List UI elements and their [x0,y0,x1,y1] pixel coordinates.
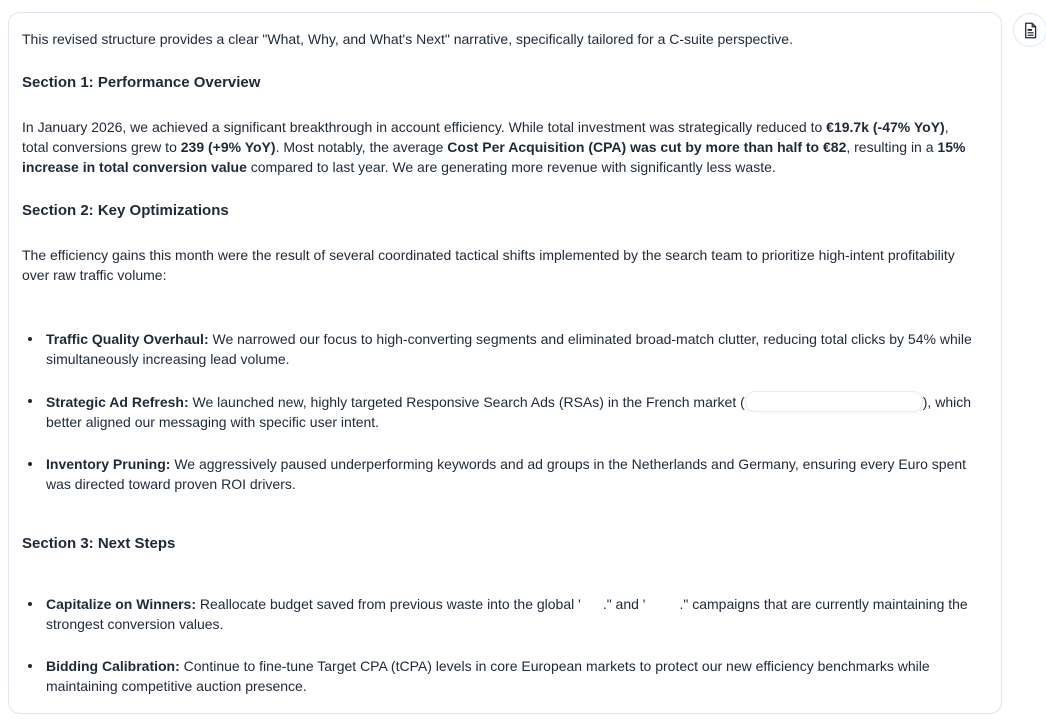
redacted-text [645,607,679,609]
paragraph [22,117,977,177]
bold-text: Cost Per Acquisition (CPA) was cut by more than half to €82 [447,139,847,155]
document-icon [1022,22,1039,39]
text-run: We narrowed our focus to high-converting segments and eliminated broad-match clutter, reducing total clicks by 54% while simultaneously increasing lead volume. [46,331,972,367]
bold-text: Inventory Pruning: [46,456,171,472]
text-run: This revised structure provides a clear "What, Why, and What's Next" narrative, specifically tailored for a C-suite perspective. [22,31,793,47]
text-run: ), which better aligned our messaging with specific user intent. [46,394,971,430]
section-heading: Section 3: Next Steps [22,535,176,552]
bullet-icon [22,656,46,696]
paragraph [22,245,977,285]
bold-text: 239 (+9% YoY) [180,139,276,155]
list-item-text [46,594,977,634]
text-run: . Most notably, the average [275,139,448,155]
list-item-text [46,656,977,696]
text-run: compared to last year. We are generating more revenue with significantly less waste. [246,159,776,175]
list-item-text [46,454,977,494]
text-run: Reallocate budget saved from previous waste into the global ' [196,596,581,612]
redacted-text [581,607,603,609]
bold-text: 15% increase in total conversion value [22,139,966,175]
text-run: Continue to fine-tune Target CPA (tCPA) levels in core European markets to protect our new efficiency benchmarks while maintaining competitive auction presence. [46,658,930,694]
redacted-text [745,391,923,412]
list-item [22,329,977,369]
bullet-list [22,594,977,696]
bullet-icon [22,329,46,369]
text-run: , total conversions grew to [22,119,949,155]
list-item-text [46,391,977,432]
text-run: , resulting in a [846,139,938,155]
bullet-icon [22,391,46,432]
list-item [22,391,977,432]
list-item [22,454,977,494]
bold-text: Capitalize on Winners: [46,596,197,612]
list-item [22,656,977,696]
bullet-list [22,329,977,494]
list-item [22,594,977,634]
bold-text: Traffic Quality Overhaul: [46,331,209,347]
text-run: We launched new, highly targeted Responsive Search Ads (RSAs) in the French market ( [188,394,745,410]
text-run: We aggressively paused underperforming keywords and ad groups in the Netherlands and Germany, ensuring every Euro spent was directed toward proven ROI drivers. [46,456,967,492]
bullet-icon [22,594,46,634]
text-run: In January 2026, we achieved a significant breakthrough in account efficiency. While total investment was strategically reduced to [22,119,827,135]
text-run: ." campaigns that are currently maintaining the strongest conversion values. [46,596,968,632]
text-run: ." and ' [602,596,646,612]
list-item-text [46,329,977,369]
bold-text: €19.7k (-47% YoY) [826,119,945,135]
document-body [22,29,977,696]
document-action-button[interactable] [1013,13,1046,47]
paragraph [22,29,977,49]
bold-text: Strategic Ad Refresh: [46,394,189,410]
section-heading: Section 2: Key Optimizations [22,202,229,219]
bold-text: Bidding Calibration: [46,658,180,674]
bullet-icon [22,454,46,494]
report-card [8,12,1002,714]
text-run: The efficiency gains this month were the result of several coordinated tactical shifts implemented by the search team to prioritize high-intent profitability over raw traffic volume: [22,247,955,283]
section-heading: Section 1: Performance Overview [22,74,261,91]
